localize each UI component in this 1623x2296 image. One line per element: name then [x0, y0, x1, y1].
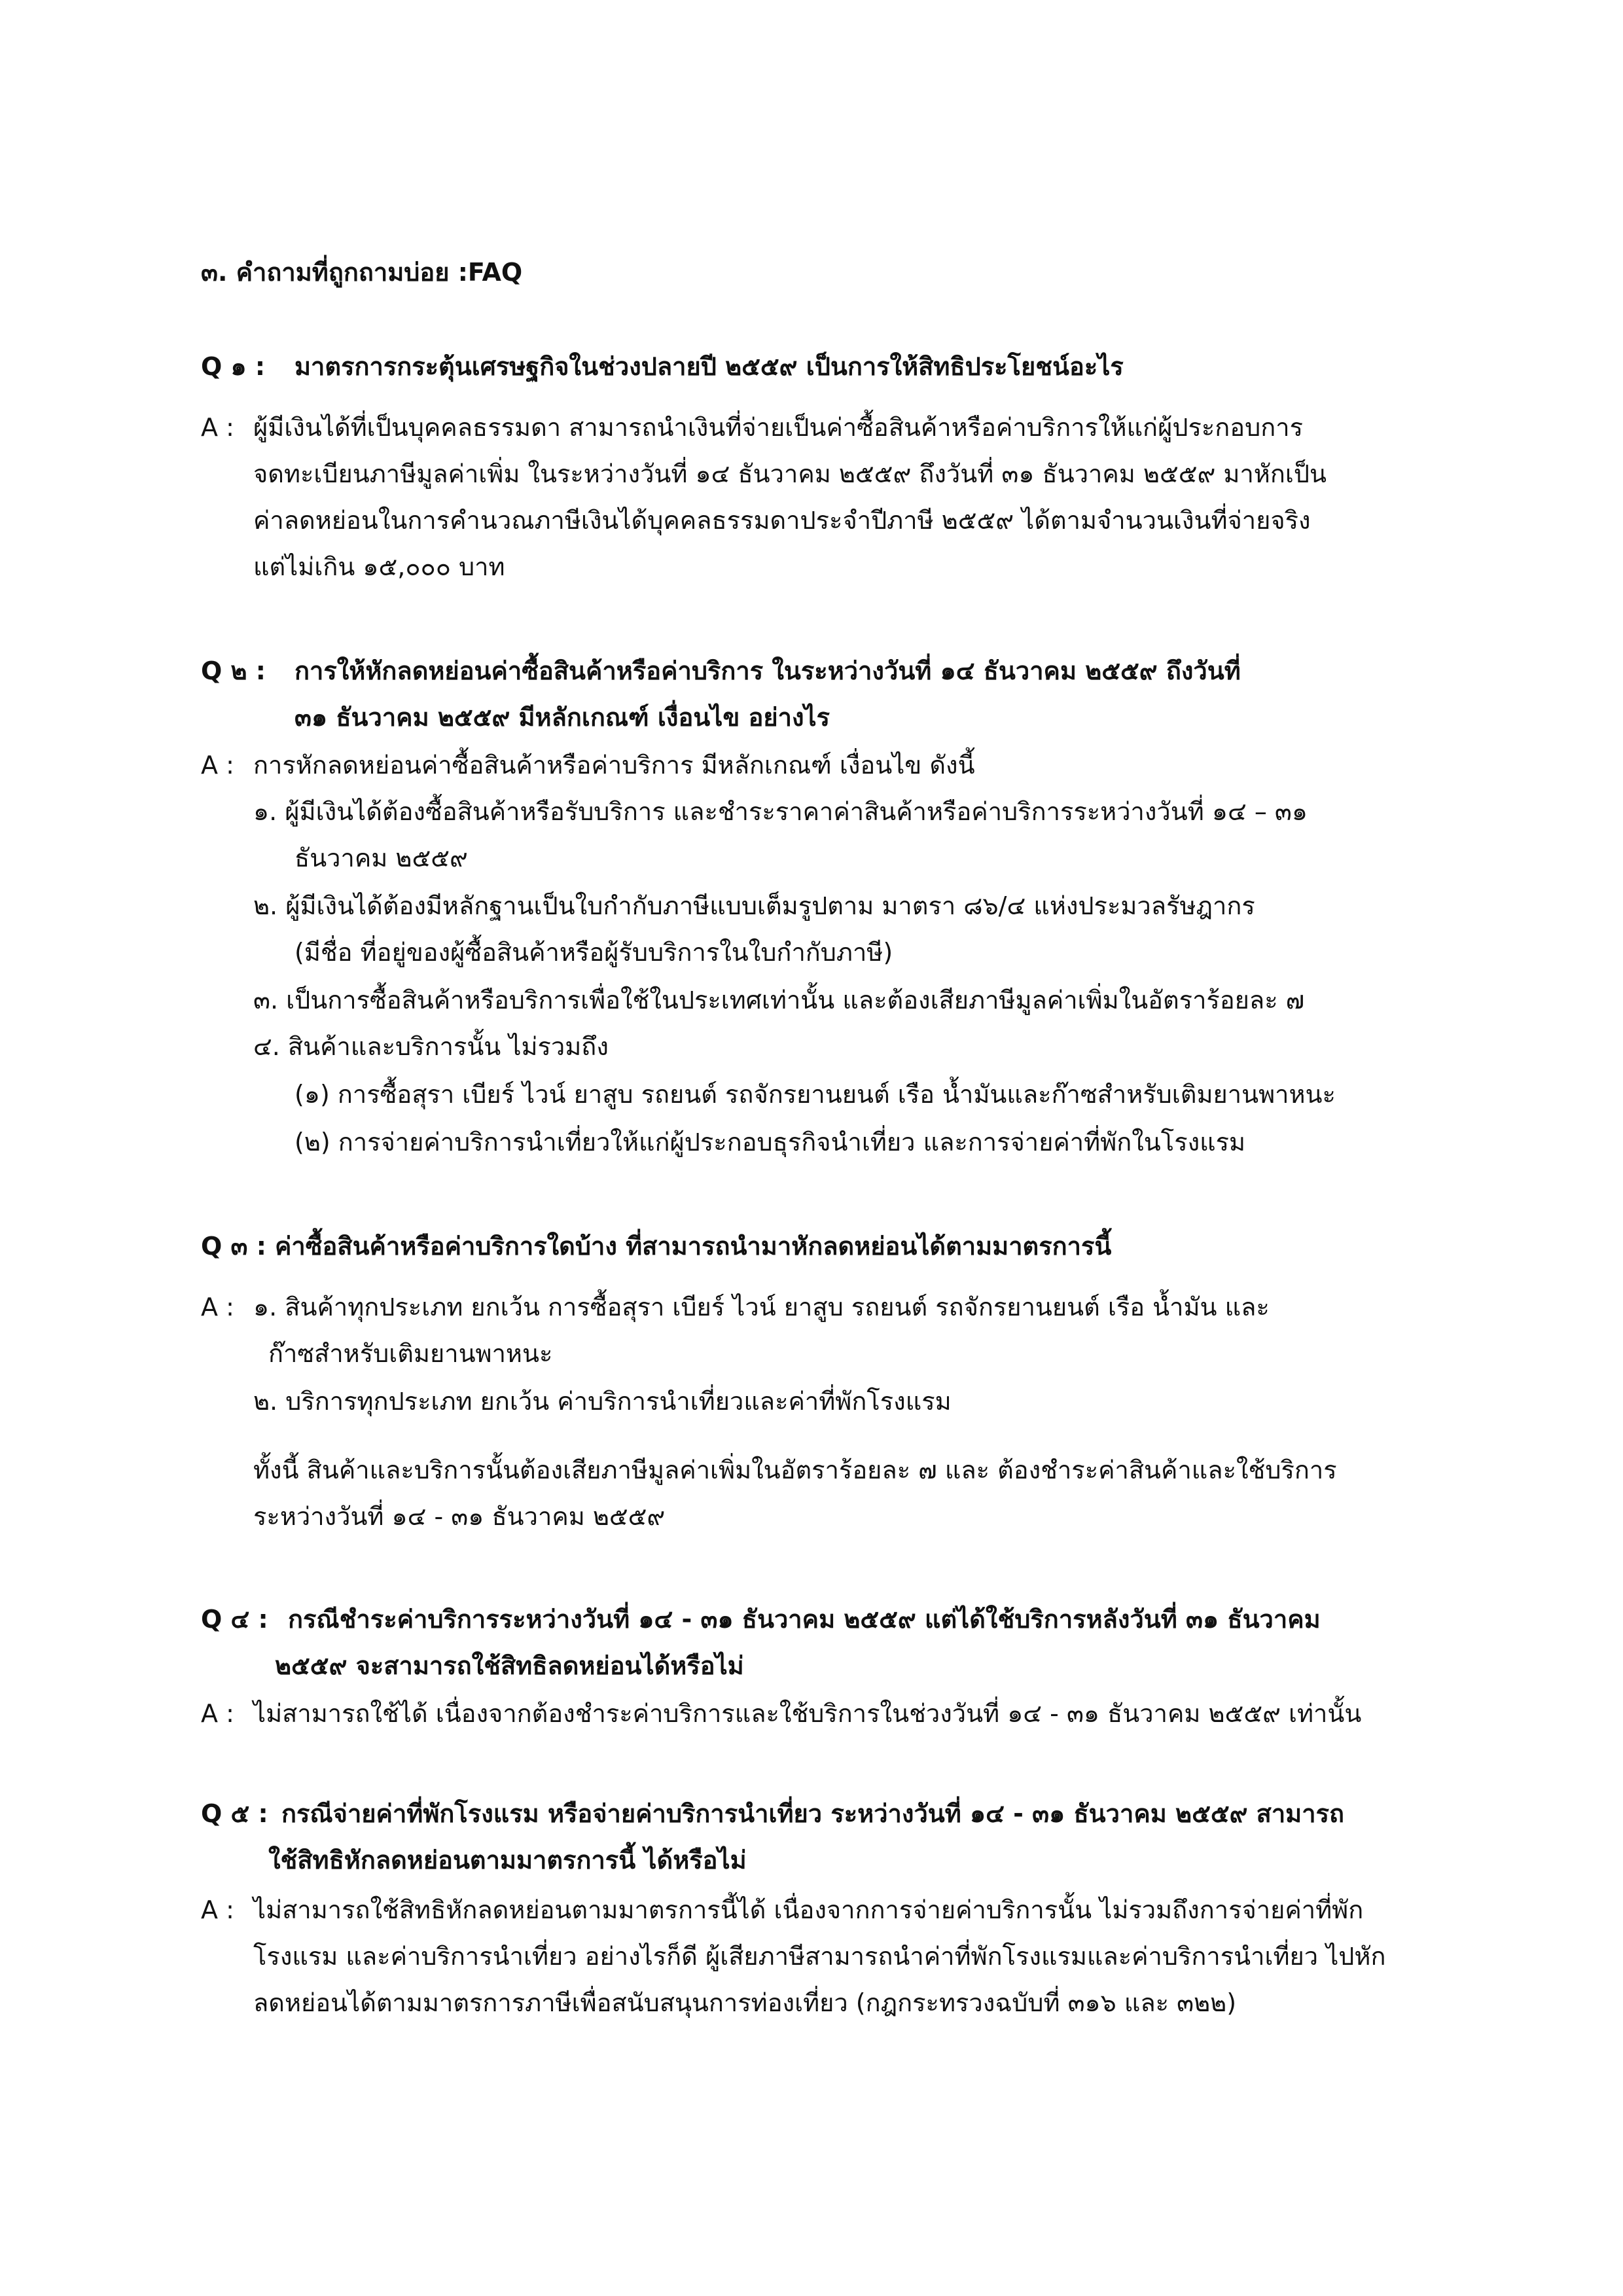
answer-line: โรงแรม และค่าบริการนำเที่ยว อย่างไรก็ดี ผู้เสียภาษีสามารถนำค่าที่พักโรงแรมและค่าบริการนำเที่ยว ไปหัก [253, 1942, 1386, 1971]
list-subitem: (๒) การจ่ายค่าบริการนำเที่ยวให้แก่ผู้ประกอบธุรกิจนำเที่ยว และการจ่ายค่าที่พักในโรงแรม [294, 1128, 1246, 1157]
answer-marker: A : [201, 1699, 234, 1728]
list-item: ๔. สินค้าและบริการนั้น ไม่รวมถึง [253, 1032, 609, 1061]
question-marker: Q ๕ : [201, 1799, 268, 1828]
list-item: (มีชื่อ ที่อยู่ของผู้ซื้อสินค้าหรือผู้รับบริการในใบกำกับภาษี) [294, 938, 893, 967]
answer-marker: A : [201, 751, 234, 780]
list-item: ๒. ผู้มีเงินได้ต้องมีหลักฐานเป็นใบกำกับภาษีแบบเต็มรูปตาม มาตรา ๘๖/๔ แห่งประมวลรัษฎากร [253, 891, 1255, 920]
list-item: ธันวาคม ๒๕๕๙ [294, 844, 468, 872]
answer-marker: A : [201, 1293, 234, 1321]
question-text: ใช้สิทธิหักลดหย่อนตามมาตรการนี้ ได้หรือไม่ [268, 1846, 747, 1874]
question-text: กรณีชำระค่าบริการระหว่างวันที่ ๑๔ - ๓๑ ธันวาคม ๒๕๕๙ แต่ได้ใช้บริการหลังวันที่ ๓๑ ธันวาคม [288, 1605, 1321, 1634]
answer-line: ค่าลดหย่อนในการคำนวณภาษีเงินได้บุคคลธรรมดาประจำปีภาษี ๒๕๕๙ ได้ตามจำนวนเงินที่จ่ายจริง [253, 506, 1311, 535]
question-text: กรณีจ่ายค่าที่พักโรงแรม หรือจ่ายค่าบริการนำเที่ยว ระหว่างวันที่ ๑๔ - ๓๑ ธันวาคม ๒๕๕๙ สามารถ [281, 1799, 1344, 1828]
list-item: ก๊าซสำหรับเติมยานพาหนะ [268, 1339, 553, 1368]
answer-line: ไม่สามารถใช้สิทธิหักลดหย่อนตามมาตรการนี้ได้ เนื่องจากการจ่ายค่าบริการนั้น ไม่รวมถึงการจ่ายค่าที่พัก [253, 1895, 1364, 1924]
question-marker: Q ๒ : [201, 656, 266, 685]
answer-line: ลดหย่อนได้ตามมาตรการภาษีเพื่อสนับสนุนการท่องเที่ยว (กฎกระทรวงฉบับที่ ๓๑๖ และ ๓๒๒) [253, 1988, 1237, 2017]
question-text: ค่าซื้อสินค้าหรือค่าบริการใดบ้าง ที่สามารถนำมาหักลดหย่อนได้ตามมาตรการนี้ [275, 1232, 1112, 1261]
answer-note: ทั้งนี้ สินค้าและบริการนั้นต้องเสียภาษีมูลค่าเพิ่มในอัตราร้อยละ ๗ และ ต้องชำระค่าสินค้าและใช้บริการ [253, 1456, 1337, 1484]
answer-line: จดทะเบียนภาษีมูลค่าเพิ่ม ในระหว่างวันที่ ๑๔ ธันวาคม ๒๕๕๙ ถึงวันที่ ๓๑ ธันวาคม ๒๕๕๙ มาหักเป็น [253, 459, 1327, 488]
answer-marker: A : [201, 413, 234, 442]
question-marker: Q ๔ : [201, 1605, 268, 1634]
answer-marker: A : [201, 1895, 234, 1924]
answer-line: ผู้มีเงินได้ที่เป็นบุคคลธรรมดา สามารถนำเงินที่จ่ายเป็นค่าซื้อสินค้าหรือค่าบริการให้แก่ผู้ประกอบการ [253, 413, 1303, 442]
list-subitem: (๑) การซื้อสุรา เบียร์ ไวน์ ยาสูบ รถยนต์ รถจักรยานยนต์ เรือ น้ำมันและก๊าซสำหรับเติมยานพาหนะ [294, 1080, 1336, 1109]
list-item: ๑. สินค้าทุกประเภท ยกเว้น การซื้อสุรา เบียร์ ไวน์ ยาสูบ รถยนต์ รถจักรยานยนต์ เรือ น้ำมัน และ [253, 1293, 1270, 1321]
answer-note: ระหว่างวันที่ ๑๔ - ๓๑ ธันวาคม ๒๕๕๙ [253, 1502, 666, 1531]
question-text: ๓๑ ธันวาคม ๒๕๕๙ มีหลักเกณฑ์ เงื่อนไข อย่างไร [294, 703, 830, 732]
answer-line: แต่ไม่เกิน ๑๕,๐๐๐ บาท [253, 552, 505, 581]
answer-line: ไม่สามารถใช้ได้ เนื่องจากต้องชำระค่าบริการและใช้บริการในช่วงวันที่ ๑๔ - ๓๑ ธันวาคม ๒๕๕๙ เท่านั้น [253, 1699, 1362, 1728]
question-text: การให้หักลดหย่อนค่าซื้อสินค้าหรือค่าบริการ ในระหว่างวันที่ ๑๔ ธันวาคม ๒๕๕๙ ถึงวันที่ [294, 656, 1241, 685]
question-marker: Q ๓ : [201, 1232, 266, 1261]
list-item: ๓. เป็นการซื้อสินค้าหรือบริการเพื่อใช้ในประเทศเท่านั้น และต้องเสียภาษีมูลค่าเพิ่มในอัตราร้อยละ ๗ [253, 986, 1305, 1014]
list-item: ๒. บริการทุกประเภท ยกเว้น ค่าบริการนำเที่ยวและค่าที่พักโรงแรม [253, 1387, 952, 1416]
page-title: ๓. คำถามที่ถูกถามบ่อย :FAQ [201, 258, 523, 287]
list-item: ๑. ผู้มีเงินได้ต้องซื้อสินค้าหรือรับบริการ และชำระราคาค่าสินค้าหรือค่าบริการระหว่างวันที่ ๑๔ – ๓๑ [253, 797, 1308, 826]
question-text: มาตรการกระตุ้นเศรษฐกิจในช่วงปลายปี ๒๕๕๙ เป็นการให้สิทธิประโยชน์อะไร [294, 352, 1124, 381]
question-marker: Q ๑ : [201, 352, 266, 381]
question-text: ๒๕๕๙ จะสามารถใช้สิทธิลดหย่อนได้หรือไม่ [275, 1651, 744, 1680]
answer-intro: การหักลดหย่อนค่าซื้อสินค้าหรือค่าบริการ มีหลักเกณฑ์ เงื่อนไข ดังนี้ [253, 751, 975, 780]
